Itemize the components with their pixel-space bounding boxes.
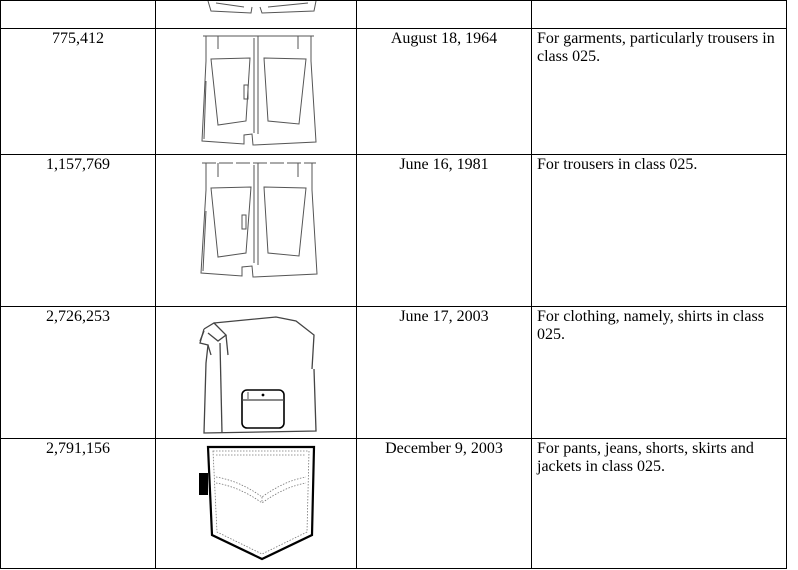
- reg-number-cell: [1, 307, 156, 439]
- registration-date: December 9, 2003: [385, 440, 503, 457]
- reg-number-cell: [1, 29, 156, 155]
- reg-number-cell: [1, 439, 156, 569]
- description-cell: [532, 29, 787, 155]
- description-cell: [532, 1, 787, 29]
- registration-date: June 17, 2003: [399, 308, 489, 325]
- image-cell: [156, 1, 357, 29]
- reg-number: 2,726,253: [46, 308, 110, 325]
- goods-description: For clothing, namely, shirts in class 025.: [537, 308, 764, 343]
- image-cell: [156, 29, 357, 155]
- trousers-hem-drawing: [156, 1, 357, 29]
- reg-number: 1,157,769: [46, 156, 110, 173]
- goods-description: For trousers in class 025.: [537, 156, 698, 173]
- registration-date: June 16, 1981: [399, 156, 489, 173]
- description-cell: [532, 439, 787, 569]
- trousers-back-view-drawing: [156, 155, 357, 307]
- table-row: [1, 29, 787, 155]
- goods-description: For garments, particularly trousers in class 025.: [537, 30, 775, 65]
- description-cell: [532, 307, 787, 439]
- shirt-pocket-drawing: [156, 307, 357, 439]
- date-cell: [357, 307, 532, 439]
- table-row: [1, 155, 787, 307]
- image-cell: [156, 155, 357, 307]
- reg-number: 775,412: [52, 30, 104, 47]
- table-row: [1, 307, 787, 439]
- date-cell: [357, 155, 532, 307]
- table-row-partial: [1, 1, 787, 29]
- reg-number-cell: [1, 155, 156, 307]
- table-row: [1, 439, 787, 569]
- date-cell: [357, 29, 532, 155]
- date-cell: [357, 1, 532, 29]
- goods-description: For pants, jeans, shorts, skirts and jackets in class 025.: [537, 440, 754, 475]
- date-cell: [357, 439, 532, 569]
- trousers-back-view-drawing: [156, 29, 357, 155]
- image-cell: [156, 307, 357, 439]
- red-tab-icon: [199, 473, 208, 495]
- image-cell: [156, 439, 357, 569]
- reg-number-cell: [1, 1, 156, 29]
- jeans-back-pocket-tab-drawing: [156, 439, 357, 569]
- reg-number: 2,791,156: [46, 440, 110, 457]
- registration-date: August 18, 1964: [390, 30, 498, 47]
- description-cell: [532, 155, 787, 307]
